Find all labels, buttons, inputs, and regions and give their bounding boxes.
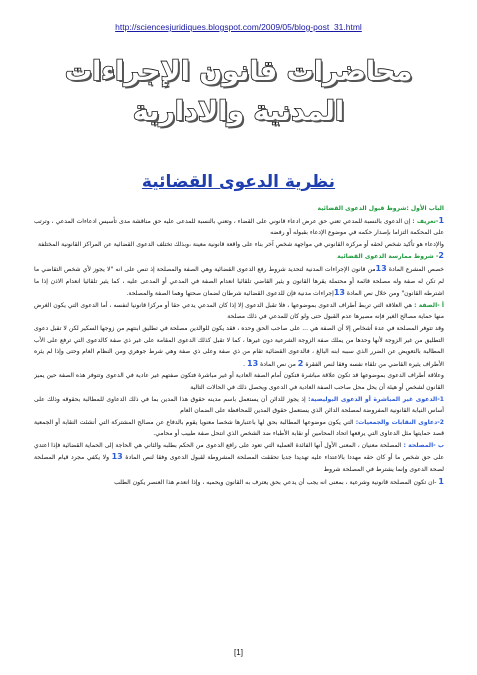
paragraph-label: 1-الدعوى غير المباشرة أو الدعوى البوليصية: xyxy=(308,395,444,403)
paragraph-text: وقد تتوفر المصلحة في عدة أشخاص إلا أن الصفة هي ... على صاحب الحق وحده ، فقد يكون للوالدين مصلحة في تطليق ابنتهم من زوجها السكير لكن لا تقبل دعوى التطليق من غير الزوجة لأنها وحدها من يملك صفة الزوجة الشرعية دون غيرها ، كما لا تقبل كذلك الدعوى المقامة على غير ذي صفة كالدعوى التي ترفع على الأب المطالبة بالتعويض عن الضرر الذي سببه ابنه البالغ ، فالدعوى القضائية تقام من ذي صفة وعلى ذي صفة وهي شرط جوهري ومن النظام العام وحتى وإذا لم يثره الأطراف يثيره القاضي من تلقاء نفسه وفقا لنص الفقرة xyxy=(34,324,444,368)
article-number: 13 xyxy=(375,263,387,273)
paragraph-text: خصص المشرع المادة xyxy=(388,265,444,273)
paragraph-text: وعلاقة أطراف الدعوى بموضوعها قد تكون علاقة مباشرة فتكون أمام الصفة العادية أو غير مباشرة فتكون صفتهم غير عادية في الدعوى وتتوفر هذه الصفة حين يميز القانون لشخص أو هيئة أن يحل محل صاحب الصفة العادية في الدعوى ويحصل ذلك في الحالات التالية xyxy=(34,372,444,391)
paragraph-label: ب -المصلحة : xyxy=(403,441,444,449)
section-title: نظرية الدعوى القضائية xyxy=(141,172,336,192)
paragraph-text: إن الدعوى بالنسبة للمدعي تعني حق عرض ادعاء قانوني على القضاء ، وتعني بالنسبة للمدعى عليه حق مناقشة مدى تأسيس ادعاءات المدعي ، وترتب على المحكمة التزاما بإصدار حكمه في موضوع الإدعاء بقبوله أو رفضه xyxy=(34,217,444,237)
paragraph-claim xyxy=(34,239,444,251)
heading-text: - شروط ممارسة الدعوى القضائية xyxy=(337,253,439,261)
paragraph-number: 2 xyxy=(438,251,444,261)
paragraph-label: أ -الصفة : xyxy=(414,301,444,309)
paragraph-text: والإدعاء هو تأكيد شخص لحقه أو مركزه القانوني في مواجهة شخص آخر بناء على واقعة قانونية معينة ،وبذلك تختلف الدعوى القضائية عن المراكز القانونية المختلفة xyxy=(37,240,444,248)
paragraph-text: المصلحة معنيان ، المعنى الأول أنها الفائدة العملية التي تعود على رافع الدعوى من الحكم بطلبه والثاني هي الحاجة إلى الحماية القضائية فإذا اعتدي على حق شخص ما أو كان حقه مهددا بالاعتداء عليه تهديدا جديا تحققت المصلحة المشروطة لقبول الدعوى وفقا لنص المادة xyxy=(34,441,444,462)
section-heading xyxy=(34,250,444,263)
heading-text: الباب الأول :شروط قبول الدعوى القضائية xyxy=(317,205,444,212)
paragraph-number: 1 xyxy=(438,215,444,225)
paragraph-text: من قانون الإجراءات المدنية لتحديد شروط رفع الدعوى القضائية وهي الصفة والمصلحة إذ تنص على انه "لا يجوز لأي شخص التقاضي ما لم تكن له صفة وله مصلحة قائمة أو محتملة يقرها القانون و يثير القاضي تلقائيا انعدام الصفة في المدعي أو المدعى عليه ، كما يثير تلقائيا انعدام الاذن إذا ما اشترطه القانون" ومن خلال نص المادة xyxy=(34,265,444,298)
paragraph-indirect-action xyxy=(34,394,444,417)
document-title: محاضرات قانون الإجراءات المدنية والادارية xyxy=(64,56,413,127)
paragraph-legal-interest xyxy=(34,476,444,489)
document-body xyxy=(34,203,444,623)
paragraph-number: 1 xyxy=(438,476,444,486)
clause-number: 2 xyxy=(297,358,304,368)
paragraph-text: هي العلاقة التي تربط أطراف الدعوى بموضوعها ، فلا تقبل الدعوى إلا إذا كان المدعي يدعي حقا أو مركزا قانونيا لنفسه ، أما الدعوى التي يكون الغرض منها حماية مصالح الغير فإنه مصيرها عدم القبول حتى ولو كان للمدعي في ذلك مصلحة xyxy=(34,301,444,321)
paragraph-capacity-examples: وقد تتوفر المصلحة في عدة أشخاص إلا أن الصفة هي ... على صاحب الحق وحده ، فقد يكون للوالدين مصلحة في تطليق ابنتهم من زوجها السكير لكن لا تقبل دعوى التطليق من غير الزوجة لأنها وحدها من يملك صفة الزوجة الشرعية دون غيرها ، كما لا تقبل كذلك الدعوى المقامة على غير ذي صفة كالدعوى التي ترفع على الأب المطالبة بالتعويض عن الضرر الذي سببه ابنه البالغ ، فالدعوى القضائية تقام من ذي صفة وعلى ذي صفة وهي شرط جوهري ومن النظام العام وحتى وإذا لم يثره الأطراف يثيره القاضي من تلقاء نفسه وفقا لنص الفقرة 2 من نص المادة 13 . xyxy=(34,324,444,368)
paragraph-label: 2-دعاوى النقابات والجمعيات: xyxy=(355,418,444,426)
page-number: [1] xyxy=(234,648,243,657)
paragraph-text: ولا يكفي مجرد قيام المصلحة لصحة الدعوى وإنما يشترط في المصلحة شروط xyxy=(34,454,444,474)
paragraph-unions xyxy=(34,417,444,440)
paragraph-text: -ان تكون المصلحة قانونية وشرعية ، بمعنى انه يجب أن يدعي بحق يعترف به القانون ويحميه ، وإذا انعدم هذا العنصر يكون الطلب xyxy=(114,478,437,486)
paragraph-text: من نص المادة xyxy=(260,360,296,368)
article-number: 13 xyxy=(111,452,123,462)
article-number: 13 xyxy=(247,358,259,368)
paragraph-text: التي يكون موضوعها المطالبة بحق لها باعتبارها شخصا معنويا يقوم بالدفاع عن مصالح المشتركة التي أنشئت النقابة أو الجمعية قصد حمايتها مثل الدعاوى التي يرفعها اتحاد المحامين أو نقابة الأطباء ضد الشخص الذي انتحل صفة طبيب أو محامي. xyxy=(34,418,444,438)
paragraph-label: -تعريف : xyxy=(412,217,439,225)
paragraph-capacity xyxy=(34,300,444,323)
paragraph-relation xyxy=(34,370,444,393)
paragraph-text: إذ يجوز للدائن أن يستعمل باسم مدينه حقوق هذا المدين بما في ذلك الدعاوى للمطالبة بحقوقه وذلك على أساس النيابة القانونية المفروضة لمصلحة الدائن الذي يستعمل حقوق المدين للمحافظة على الضمان العام xyxy=(34,395,444,415)
article-number: 13 xyxy=(333,288,345,298)
source-url[interactable]: http://sciencesjuridiques.blogspot.com/2009/05/blog-post_31.html xyxy=(115,22,362,32)
paragraph-definition xyxy=(34,215,444,239)
paragraph-text: إجراءات مدنية فإن للدعوى القضائية شرطان لضمان صحتها وهما الصفة والمصلحة. xyxy=(126,290,334,298)
paragraph-article-13 xyxy=(34,263,444,300)
paragraph-interest xyxy=(34,440,444,476)
chapter-heading xyxy=(34,203,444,215)
